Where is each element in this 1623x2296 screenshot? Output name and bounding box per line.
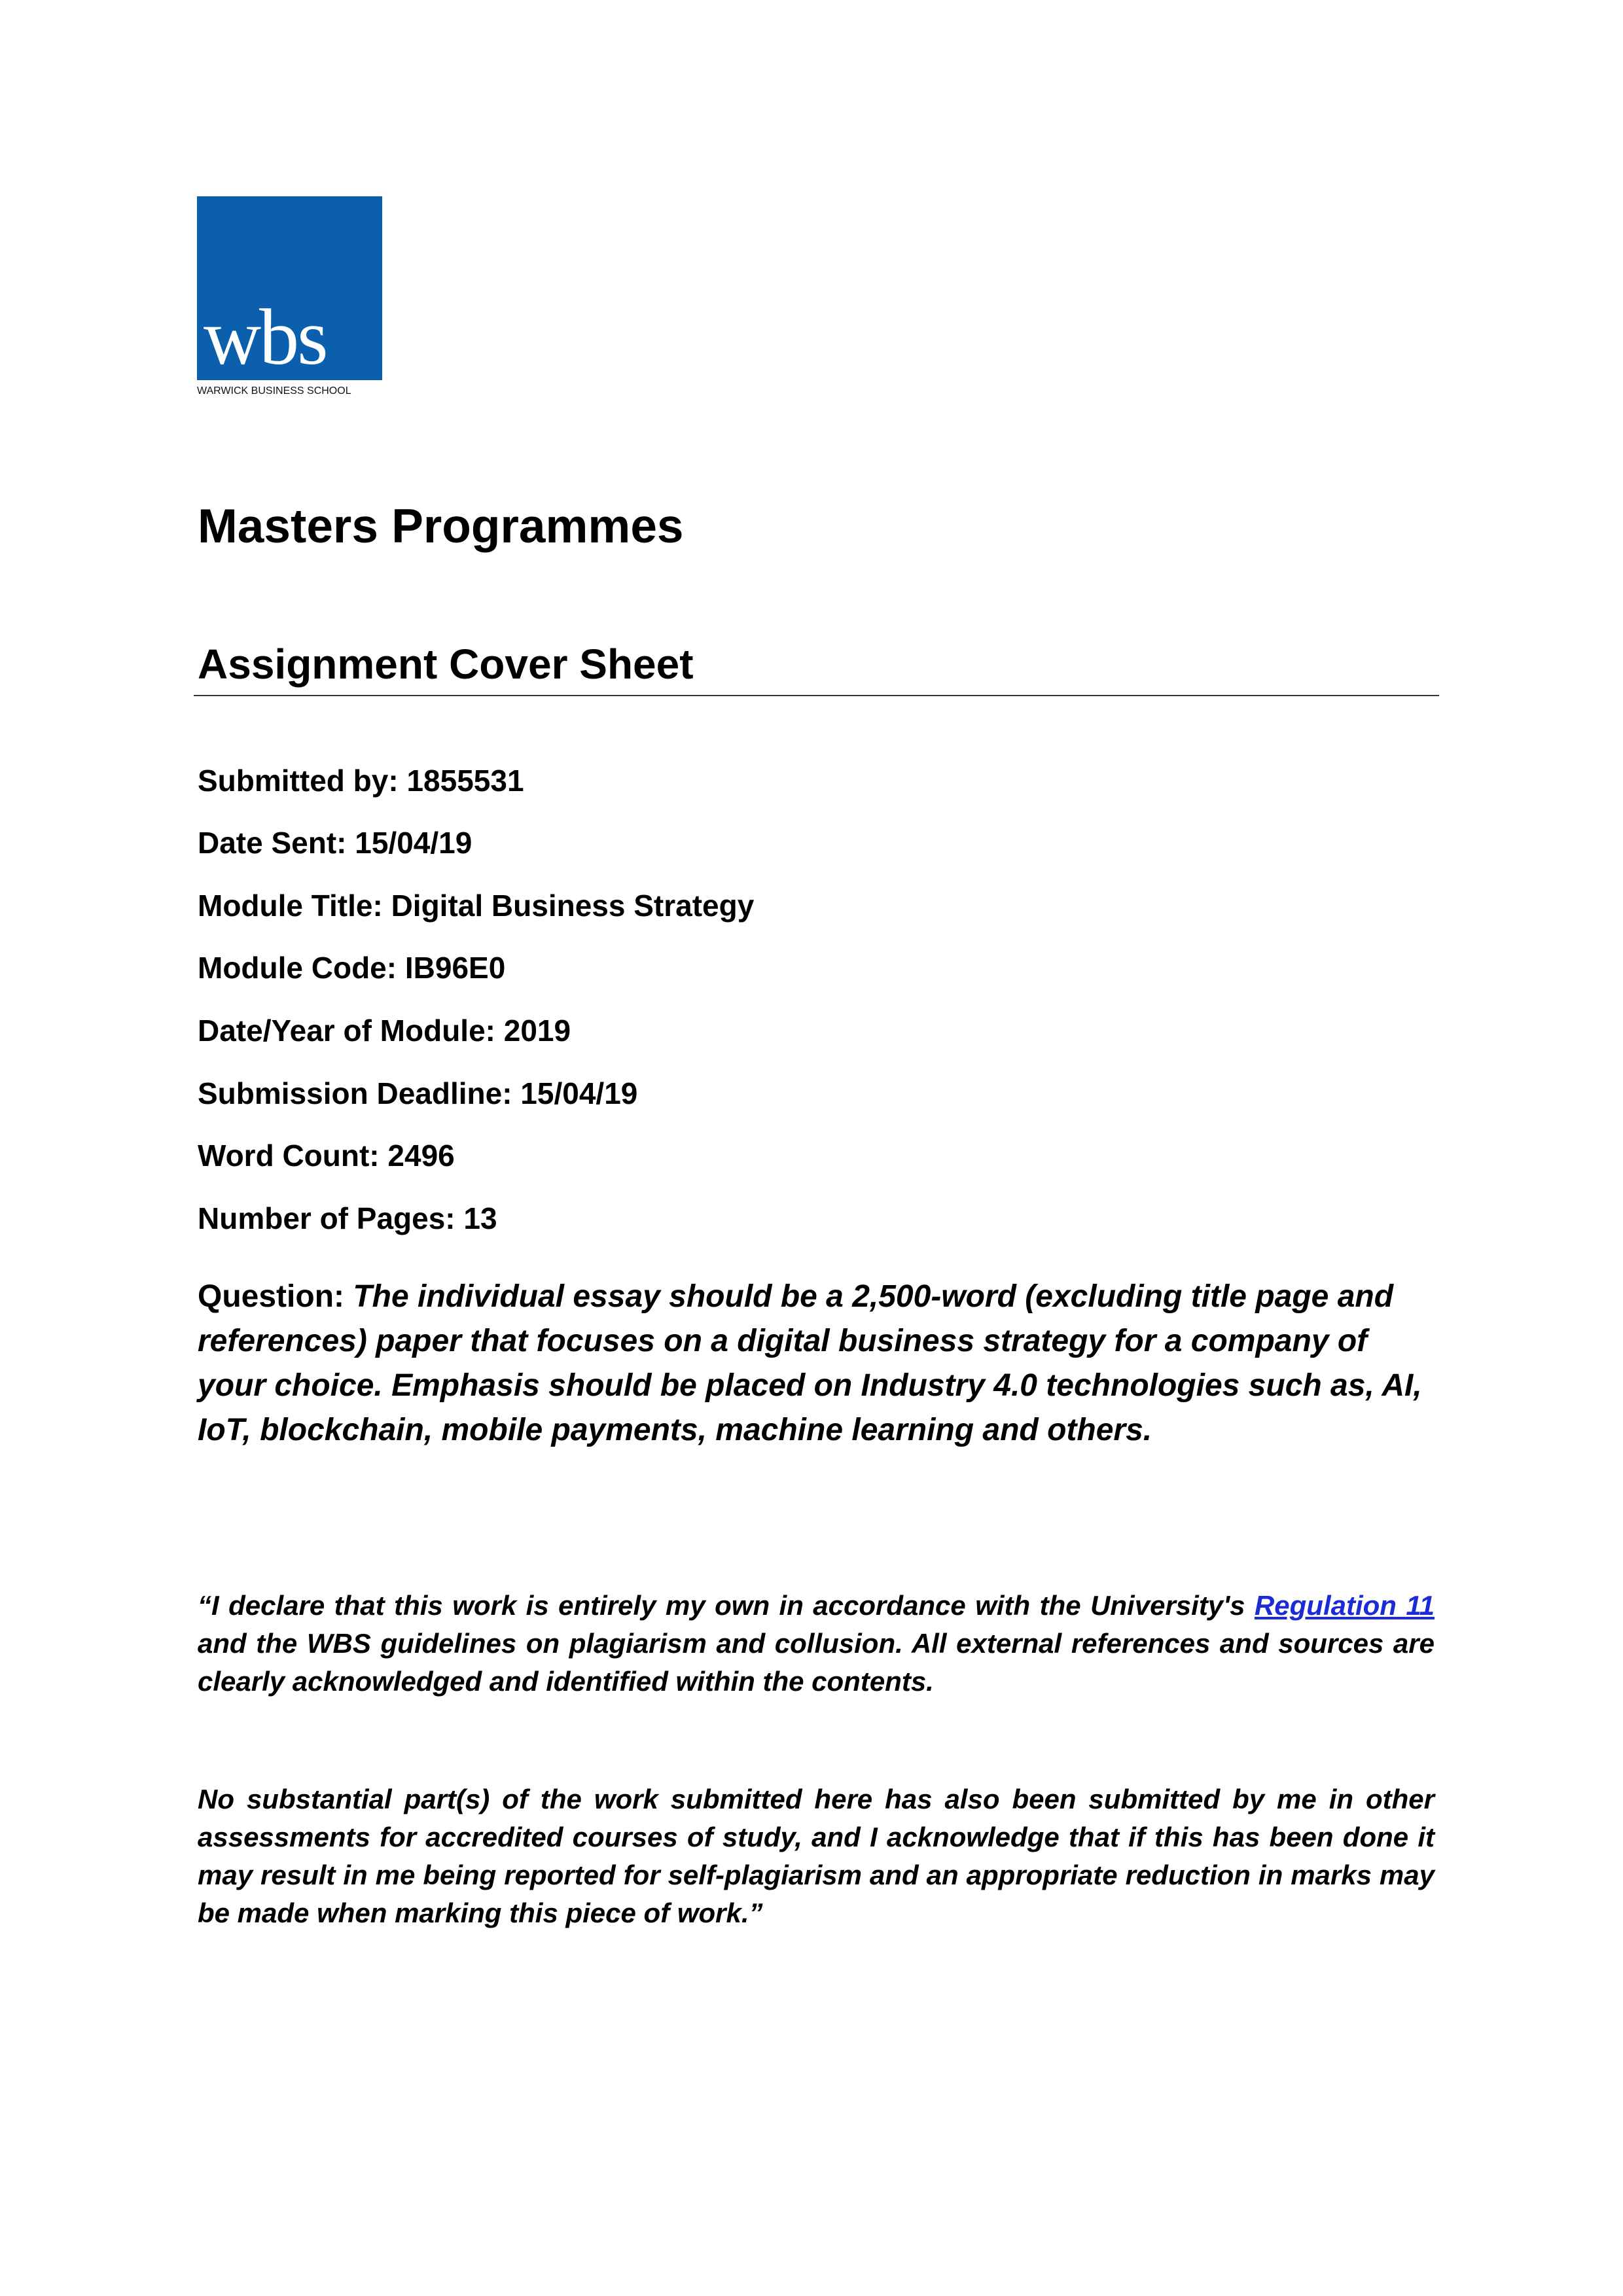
declaration-end: and the WBS guidelines on plagiarism and collusion. All external references and sources are clearly acknowledged and identified within the contents.	[198, 1628, 1435, 1697]
field-submitted-by: Submitted by: 1855531	[198, 764, 524, 798]
declaration-start: “I declare that this work is entirely my own in accordance with the University's	[198, 1590, 1255, 1621]
logo-subtitle: WARWICK BUSINESS SCHOOL	[197, 385, 351, 397]
field-word-count: Word Count: 2496	[198, 1139, 455, 1173]
field-date-sent: Date Sent: 15/04/19	[198, 826, 473, 860]
question-text: The individual essay should be a 2,500-word (excluding title page and references) paper that focuses on a digital business strategy for a company of your choice. Emphasis should be placed on Industry 4.0 technologies such as, AI, IoT, blockchain, mobile payments, machine learning and others.	[198, 1279, 1422, 1447]
wbs-logo	[197, 196, 382, 397]
field-number-of-pages: Number of Pages: 13	[198, 1201, 497, 1235]
page-subtitle: Assignment Cover Sheet	[198, 641, 694, 688]
title-divider	[194, 695, 1439, 696]
regulation-11-link[interactable]: Regulation 11	[1254, 1590, 1435, 1621]
field-date-year: Date/Year of Module: 2019	[198, 1014, 571, 1048]
self-plagiarism-paragraph: No substantial part(s) of the work submitted here has also been submitted by me in other assessments for accredited courses of study, and I acknowledge that if this has been done it may result in me being reported for self-plagiarism and an appropriate reduction in marks may be made when marking this piece of work.”	[198, 1784, 1435, 1928]
logo-wordmark: wbs	[204, 293, 327, 381]
logo-box	[197, 196, 382, 380]
field-submission-deadline: Submission Deadline: 15/04/19	[198, 1076, 638, 1110]
page-title: Masters Programmes	[198, 500, 684, 553]
question-block	[198, 1275, 1441, 1453]
field-module-code: Module Code: IB96E0	[198, 951, 506, 985]
declaration-paragraph	[198, 1587, 1435, 1701]
question-label: Question:	[198, 1279, 353, 1314]
field-module-title: Module Title: Digital Business Strategy	[198, 889, 755, 923]
